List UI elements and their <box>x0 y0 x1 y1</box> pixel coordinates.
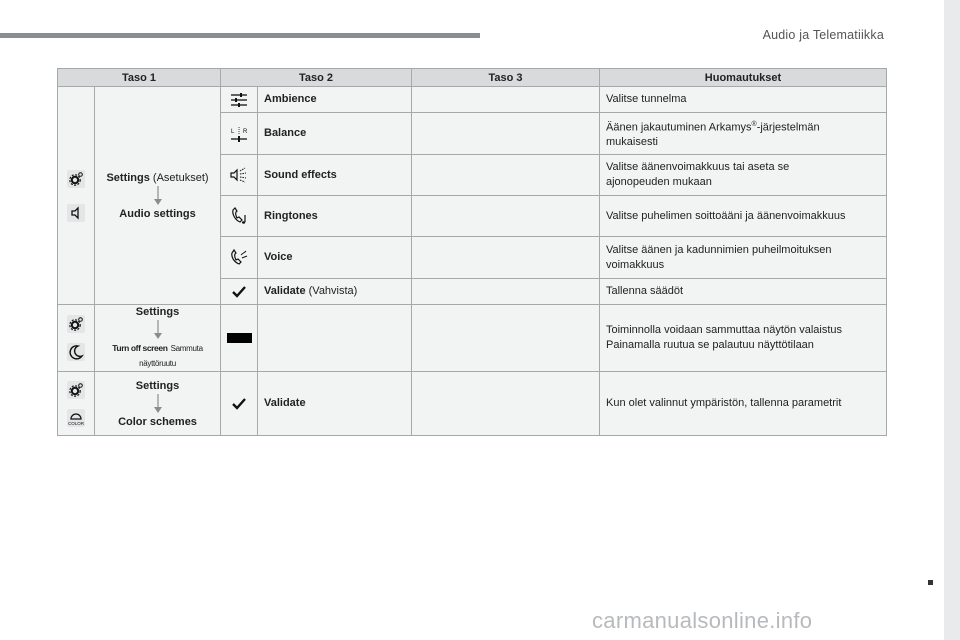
sound-effects-icon <box>229 165 249 185</box>
settings-gear-icon <box>66 380 86 400</box>
svg-text:R: R <box>243 128 248 135</box>
voice-icon-cell <box>221 237 258 279</box>
table-header-row <box>58 69 887 87</box>
checkmark-icon <box>229 282 249 302</box>
taso3-cell <box>412 279 600 305</box>
taso3-cell <box>412 155 600 196</box>
ringtone-music-icon <box>229 206 249 226</box>
audio-settings-label: Audio settings <box>119 207 196 220</box>
down-arrow-icon <box>151 186 165 206</box>
top-decorative-bar <box>0 33 480 38</box>
sound-effects-label: Sound effects <box>258 155 412 196</box>
sound-effects-note: Valitse äänenvoimakkuus tai aseta se <box>606 161 790 173</box>
taso3-cell <box>412 372 600 436</box>
color-icon-text: COLOR <box>67 420 85 426</box>
ambience-sliders-icon <box>229 90 249 110</box>
settings-label: Settings <box>135 306 180 318</box>
voice-icon <box>229 248 249 268</box>
turn-off-screen-finnish-label: Sammuta näyttöruutu <box>139 344 203 368</box>
page-bullet <box>928 580 933 585</box>
voice-note-line2: voimakkuus <box>606 258 665 271</box>
table-row <box>58 87 887 113</box>
validate-label-cell <box>258 279 412 305</box>
validate-note: Tallenna säädöt <box>600 279 887 305</box>
level1-flow-cell <box>95 87 221 305</box>
validate-icon-cell <box>221 279 258 305</box>
color-schemes-icon <box>66 408 86 428</box>
color-schemes-note: Kun olet valinnut ympäristön, tallenna parametrit <box>600 372 887 436</box>
level1-icons-cell <box>58 372 95 436</box>
col-header-taso3: Taso 3 <box>412 69 600 87</box>
balance-lr-icon <box>229 124 249 144</box>
settings-gear-icon <box>66 169 86 189</box>
taso3-cell <box>412 196 600 237</box>
turn-off-note-cell <box>600 305 887 372</box>
taso2-empty-cell <box>258 305 412 372</box>
sound-effects-icon-cell <box>221 155 258 196</box>
settings-table <box>57 68 887 436</box>
color-schemes-label: Color schemes <box>118 415 197 428</box>
level1-icons-cell <box>58 87 95 305</box>
checkmark-icon <box>229 394 249 414</box>
balance-label: Balance <box>258 113 412 155</box>
taso3-cell <box>412 87 600 113</box>
voice-label: Voice <box>258 237 412 279</box>
ringtones-note: Valitse puhelimen soittoääni ja äänenvoimakkuus <box>600 196 887 237</box>
level1-icons-cell <box>58 305 95 372</box>
ringtones-label: Ringtones <box>258 196 412 237</box>
level1-flow-cell <box>95 305 221 372</box>
page-edge-strip <box>944 0 960 640</box>
voice-note: Valitse äänen ja kadunnimien puheilmoituksen <box>606 243 832 256</box>
svg-text:L: L <box>231 128 235 135</box>
ambience-note: Valitse tunnelma <box>600 87 887 113</box>
watermark-text: carmanualsonline.info <box>592 608 813 633</box>
balance-icon-cell <box>221 113 258 155</box>
validate-label: Validate <box>264 285 306 297</box>
down-arrow-icon <box>151 320 165 340</box>
registered-mark: ® <box>751 120 757 128</box>
validate-icon-cell <box>221 372 258 436</box>
table-row <box>58 305 887 372</box>
ambience-icon-cell <box>221 87 258 113</box>
turn-off-note: Toiminnolla voidaan sammuttaa näytön valaistus <box>606 324 843 336</box>
balance-note-cell <box>600 113 887 155</box>
ringtones-icon-cell <box>221 196 258 237</box>
down-arrow-icon <box>151 394 165 414</box>
turn-off-note-line2: Painamalla ruutua se palautuu näyttötilaan <box>606 339 814 351</box>
level1-flow-cell <box>95 372 221 436</box>
sound-effects-note-cell <box>600 155 887 196</box>
taso3-cell <box>412 305 600 372</box>
balance-note: Äänen jakautuminen Arkamys <box>606 121 752 134</box>
voice-note-cell <box>600 237 887 279</box>
col-header-taso2: Taso 2 <box>221 69 412 87</box>
table-row <box>58 372 887 436</box>
settings-label: Settings <box>135 379 180 392</box>
black-screen-icon-cell <box>221 305 258 372</box>
running-header-title: Audio ja Telematiikka <box>762 28 884 42</box>
volume-speaker-icon <box>66 203 86 223</box>
sound-effects-note-line2: ajonopeuden mukaan <box>606 176 712 188</box>
taso3-cell <box>412 113 600 155</box>
validate-label: Validate <box>258 372 412 436</box>
black-screen-icon <box>227 333 252 343</box>
settings-gear-icon <box>66 314 86 334</box>
col-header-notes: Huomautukset <box>600 69 887 87</box>
col-header-taso1: Taso 1 <box>58 69 221 87</box>
ambience-label: Ambience <box>258 87 412 113</box>
moon-icon <box>66 342 86 362</box>
validate-finnish-label: (Vahvista) <box>305 285 358 297</box>
balance-note-tail: -järjestelmän <box>756 121 820 134</box>
settings-finnish-label: (Asetukset) <box>149 171 209 184</box>
turn-off-screen-label: Turn off screen <box>112 343 168 353</box>
balance-note-line2: mukaisesti <box>606 136 658 149</box>
taso3-cell <box>412 237 600 279</box>
settings-label: Settings <box>106 171 150 184</box>
